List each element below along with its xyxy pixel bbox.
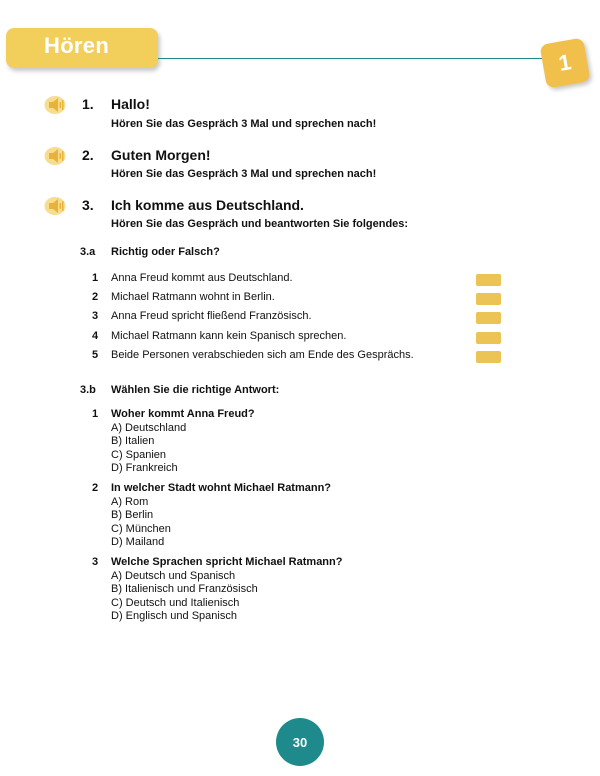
question-text: Welche Sprachen spricht Michael Ratmann?	[111, 556, 343, 568]
subsection-label: 3.a	[80, 246, 96, 258]
section-instruction: Hören Sie das Gespräch und beantworten Sie folgendes:	[111, 218, 409, 230]
section-heading: Guten Morgen!	[111, 147, 211, 163]
speaker-icon[interactable]	[44, 146, 66, 166]
section-instruction: Hören Sie das Gespräch 3 Mal und sprechen nach!	[111, 168, 377, 180]
answer-option[interactable]: B) Italienisch und Französisch	[111, 583, 258, 595]
statement-row	[92, 308, 512, 324]
statement-number: 4	[92, 330, 99, 342]
answer-box[interactable]	[476, 274, 501, 286]
subsection-title: Richtig oder Falsch?	[111, 246, 220, 258]
question-block	[92, 556, 492, 624]
answer-box[interactable]	[476, 312, 501, 324]
subsection-label: 3.b	[80, 384, 96, 396]
statement-text: Anna Freud spricht fließend Französisch.	[111, 310, 312, 322]
statement-row	[92, 289, 512, 305]
section-heading: Hallo!	[111, 96, 150, 112]
subsection-title: Wählen Sie die richtige Antwort:	[111, 384, 280, 396]
question-block	[92, 482, 492, 550]
chapter-badge: 1	[540, 38, 591, 89]
section-number: 2.	[82, 147, 94, 163]
section-number: 3.	[82, 197, 94, 213]
section-heading: Ich komme aus Deutschland.	[111, 197, 304, 213]
answer-option[interactable]: C) Spanien	[111, 448, 167, 461]
answer-box[interactable]	[476, 293, 501, 305]
statement-text: Beide Personen verabschieden sich am Ende des Gesprächs.	[111, 349, 414, 361]
question-number: 2	[92, 482, 99, 494]
answer-option[interactable]: D) Mailand	[111, 536, 165, 548]
statement-number: 2	[92, 291, 99, 303]
question-text: Woher kommt Anna Freud?	[111, 408, 255, 420]
answer-option[interactable]: D) Frankreich	[111, 462, 178, 474]
question-text: In welcher Stadt wohnt Michael Ratmann?	[111, 482, 332, 494]
question-number: 1	[92, 408, 99, 420]
statement-number: 5	[92, 349, 99, 361]
speaker-icon[interactable]	[44, 196, 66, 216]
statement-text: Michael Ratmann wohnt in Berlin.	[111, 291, 275, 303]
answer-option[interactable]: C) München	[111, 522, 171, 535]
answer-option[interactable]: C) Deutsch und Italienisch	[111, 596, 240, 609]
question-block	[92, 408, 492, 476]
answer-option[interactable]: B) Italien	[111, 435, 155, 447]
statement-number: 1	[92, 272, 99, 284]
answer-option[interactable]: A) Deutsch und Spanisch	[111, 569, 236, 582]
answer-box[interactable]	[476, 351, 501, 363]
speaker-icon[interactable]	[44, 95, 66, 115]
header-divider	[158, 58, 550, 59]
section-number: 1.	[82, 96, 94, 112]
answer-box[interactable]	[476, 332, 501, 344]
statement-row	[92, 270, 512, 286]
answer-option[interactable]: A) Rom	[111, 495, 149, 508]
section-title: Hören	[44, 33, 110, 58]
answer-option[interactable]: D) Englisch und Spanisch	[111, 610, 237, 622]
statement-number: 3	[92, 310, 99, 322]
page-number: 30	[276, 718, 324, 766]
answer-option[interactable]: B) Berlin	[111, 509, 154, 521]
answer-option[interactable]: A) Deutschland	[111, 421, 187, 434]
statement-row	[92, 347, 512, 363]
statement-text: Michael Ratmann kann kein Spanisch sprechen.	[111, 330, 347, 342]
statement-text: Anna Freud kommt aus Deutschland.	[111, 272, 293, 284]
statement-row	[92, 328, 512, 344]
question-number: 3	[92, 556, 99, 568]
section-instruction: Hören Sie das Gespräch 3 Mal und sprechen nach!	[111, 118, 377, 130]
